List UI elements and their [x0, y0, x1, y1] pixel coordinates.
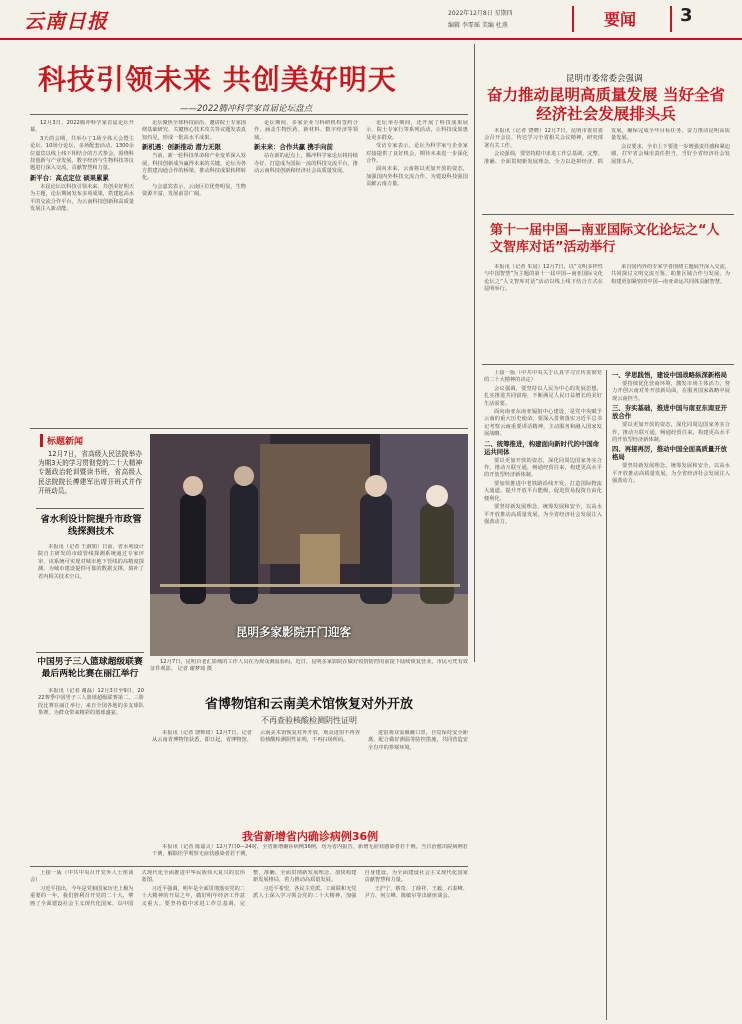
page-number: 3: [680, 5, 693, 26]
bottom-article: [30, 870, 468, 1020]
basketball-headline: 中国男子三人篮球超级联赛最后两轮比赛在丽江举行: [37, 657, 143, 679]
museum-subtitle: 不再查验核酸检测阴性证明: [261, 716, 357, 725]
covid-body: [152, 844, 468, 864]
kicker: 昆明市委常委会强调: [566, 74, 643, 84]
bottom-para: 习近平强调，明年是全面贯彻落实党的二十大精神的开局之年，做好明年经济工作意义重大。要坚持稳中求进工作总基调，完整、准确、全面贯彻新发展理念，加快构建新发展格局，着力推动高质量发展。: [141, 870, 357, 907]
lead-para: 论坛举办期间，还开展了科技成果展示、院士专家行等系列活动，让科技成果惠及更多群众。: [366, 120, 468, 141]
notice-text: 12月7日，省高级人民法院举办为期3天的学习贯彻党的二十大精神专题政治轮训暨读书班，省高级人民法院院长傅建军出席开班式并作开班动员。: [38, 450, 142, 495]
photo-illustration: [150, 434, 468, 656]
water-para: 本报讯（记者 王淑娟）日前，省水利设计院自主研发的市政管线探测系统通过专家评审，该系统可实现对城市地下管线的高精度探测，为城市建设提供可靠的数据支撑，填补了省内相关技术空白。: [38, 544, 144, 580]
masthead: [0, 0, 742, 44]
lead-para: 受访专家表示，论坛为科学家与企业家对接提供了良好机会，期待未来进一步深化合作。: [366, 143, 468, 165]
right-lower-para: 要坚持新发展理念，统筹发展和安全，以高水平开放推动高质量发展，为全省经济社会发展注入强劲动力。: [484, 504, 602, 525]
section-divider-2: [670, 6, 672, 32]
right-lower-col-1: [484, 370, 602, 1020]
basketball-body: [38, 688, 144, 860]
lead-subhead: 新机遇：创新推动 潜力无限: [142, 143, 221, 152]
covid-headline: 我省新增省内确诊病例36例: [241, 830, 379, 843]
lead-subhead: 新未来：合作共赢 携手向前: [254, 143, 333, 152]
bottom-para: 习近平希望，各民主党派、工商联和无党派人士深入学习领会党的二十大精神，加强自身建设，为全面建设社会主义现代化国家贡献智慧和力量。: [253, 870, 468, 900]
right-headline: 奋力推动昆明高质量发展 当好全省经济社会发展排头兵: [487, 86, 725, 123]
photo-caption-box: [150, 659, 468, 689]
bottom-para: 习近平指出，今年是党和国家历史上极为重要的一年。我们胜利召开党的二十大，擘画了全面建设社会主义现代化国家、以中国式现代化全面推进中华民族伟大复兴的宏伟蓝图。: [30, 870, 245, 907]
notice-body: [38, 450, 142, 502]
lead-headline: 科技引领未来 共创美好明天: [38, 63, 397, 96]
lead-para: 站在新的起点上，腾冲科学家论坛将持续办好，打造成为国际一流的科技交流平台，推动云南科技创新和经济社会高质量发展。: [254, 153, 358, 175]
lead-para: 论坛聚焦全球科技前沿，邀请院士专家围绕基础研究、关键核心技术攻关等议题发表真知灼见，形成一批高水平成果。: [142, 120, 246, 141]
lead-para: 面向未来，云南将以更加开放的姿态，加强国内外科技交流合作，为建设科技强国贡献云南力量。: [366, 166, 468, 188]
forum-para: 本报讯（记者 朱晨）12月7日，以“文明多样性与中国智慧”为主题的第十一届中国—南亚国际文化论坛之“人文智库对话”活动以线上线下结合方式在昆明举行。: [484, 264, 603, 293]
right-lower-para: 要以更加开放的姿态，深化同周边国家务实合作，推动互联互通，畅通经贸往来，构建更高水平的开放型经济新体制。: [612, 422, 730, 444]
forum-para: 来自国内外的专家学者围绕主题展开深入交流，共同探讨文明交流互鉴，助推区域合作与发展，为构建更加紧密的中国—南亚命运共同体贡献智慧。: [611, 264, 730, 285]
museum-para: 本报讯（记者 饶帅琦）12月7日，记者从云南省博物馆获悉，即日起，省博物馆、云南美术馆恢复对外开放，观众进馆不再查验核酸检测阴性证明，不再扫场所码。: [152, 730, 360, 744]
newspaper-logo: 云南日报: [24, 9, 108, 33]
right-top-para: 会议强调，要坚持稳中求进工作总基调，完整、准确、全面贯彻新发展理念，全力以赴拼经济、抓发展，确保完成全年目标任务，奋力推动昆明高质量发展。: [484, 128, 730, 165]
section-name: 要闻: [604, 10, 637, 29]
right-lower-para: 要持续优化营商环境，激发市场主体活力，努力开创云南对外开放新局面，在服务国家战略中展现云南担当。: [612, 381, 730, 402]
lead-para: 3天的会期，共举办了1场全体大会暨主论坛、10场分论坛，多场配套活动。1300余位嘉宾以线上线下相结合的方式参会。围绕科技创新与产业发展、数字经济与生物科技等议题进行深入交流，贡献智慧和力量。: [30, 135, 134, 172]
rule: [36, 508, 144, 509]
section-divider: [572, 6, 574, 32]
right-top-para: 本报讯（记者 饶晓）12月7日，昆明市委常委会召开会议，传达学习全省相关会议精神，研究部署有关工作。: [484, 128, 603, 149]
issue-date: 2022年12月8日 星期四: [448, 10, 513, 17]
masthead-rule: [0, 38, 742, 40]
rule: [482, 364, 734, 365]
covid-para: 本报讯（记者 陈嘉灵）12月7日0—24时，全省新增确诊病例36例，均为省内报告，新增无症状感染者若干例。当日治愈出院病例若干例，解除医学观察无症状感染者若干例。: [152, 844, 468, 858]
lead-para: 当前，新一轮科技革命和产业变革深入发展，科技创新成为赢得未来的关键。论坛为各方搭建沟通合作的桥梁，推动科技成果转移转化。: [142, 153, 246, 182]
lead-column-4: [366, 120, 468, 425]
right-lower-subhead: 三、夯实基础，推进中国与南亚东南亚开放合作: [612, 404, 728, 421]
right-top-body: [484, 128, 730, 210]
lead-column-2: [142, 120, 246, 425]
right-lower-subhead: 二、统筹推进，构建面向新时代的中国命运共同体: [484, 439, 600, 456]
lead-para: 本届论坛以科技引领未来、共创美好明天为主题，论坛期间发布多项成果，搭建起高水平的交流合作平台，为云南科技创新和高质量发展注入新动能。: [30, 183, 134, 213]
rule: [36, 652, 144, 653]
lead-subhead: 新平台：高点定位 硕果累累: [30, 173, 109, 182]
photo-overlay-caption: 昆明多家影院开门迎客: [236, 625, 351, 639]
lead-column-3: [254, 120, 358, 425]
museum-headline: 省博物馆和云南美术馆恢复对外开放: [204, 697, 413, 712]
basketball-para: 本报讯（记者 谢磊）12月3日至9日，2022赛季中国男子三人篮球超级联赛第二、三阶段比赛在丽江举行，来自全国各地的多支球队参赛，为群众带来精彩的篮球盛宴。: [38, 688, 144, 717]
bottom-para: 王沪宁、蔡奇、丁薛祥、王毅、石泰峰、尹力、何立峰、陈敏尔等出席座谈会。: [364, 885, 468, 900]
lead-para: 12月3日，2022腾冲科学家首届论坛开幕。: [30, 120, 134, 134]
forum-body: [484, 264, 730, 360]
right-lower-subhead: 四、再接再厉，推动中国全面高质量开放格局: [612, 445, 728, 462]
notice-label: 标题新闻: [40, 434, 83, 447]
lead-para: 论坛期间，多家企业与科研机构签约合作，涵盖生物医药、新材料、数字经济等领域。: [254, 120, 358, 141]
lead-rule: [30, 114, 468, 115]
water-body: [38, 544, 144, 648]
rule: [30, 428, 468, 429]
forum-headline: 第十一届中国—南亚国际文化论坛之“人文智库对话”活动举行: [490, 223, 720, 255]
bottom-para: 上接一版（中共中央召开党外人士座谈会）: [30, 870, 134, 884]
lead-para: 与会嘉宾表示，云南区位优势明显，生物资源丰富，发展前景广阔。: [142, 183, 246, 198]
column-rule: [606, 370, 607, 1020]
right-lower-para: 要加快推进中老铁路沿线开发，打造国际物流大通道，提升开放平台能级，促进贸易投资自由化便利化。: [484, 480, 602, 502]
water-headline: 省水利设计院提升市政管线探测技术: [40, 514, 142, 537]
museum-body: [152, 730, 468, 824]
photo-credit: 记者 谢梦琦 摄: [177, 666, 213, 673]
right-lower-para: 要坚持新发展理念，统筹发展和安全，以高水平开放推动高质量发展，为全省经济社会发展注入强劲动力。: [612, 463, 730, 485]
vertical-rule: [474, 44, 475, 662]
right-lower-para: 会议强调，要坚持以人民为中心的发展思想，扎实推进共同富裕，不断满足人民日益增长的美好生活需要。: [484, 385, 602, 407]
right-lower-para: 上接一版（中共中央关于认真学习宣传贯彻党的二十大精神的决定）: [484, 370, 602, 384]
editors-credit: 编辑 李霏瑶 美编 杜燕: [448, 22, 508, 29]
right-lower-para: 要以更加开放的姿态，深化同周边国家务实合作，推动互联互通，畅通经贸往来，构建更高水平的开放型经济新体制。: [484, 457, 602, 479]
photo-caption-text: 12月7日，昆明百老汇影城的工作人员在为观众测温验码。近日，昆明多家影院在做好疫情防控的前提下陆续恢复营业，市民可凭有效证件观影。: [150, 659, 468, 673]
rule: [482, 214, 734, 215]
right-lower-col-2: [612, 370, 730, 1020]
lead-subtitle: ——2022腾冲科学家首届论坛盘点: [180, 104, 313, 114]
right-lower-para: 面向南亚东南亚辐射中心建设，是党中央赋予云南的重大历史使命。要深入贯彻落实习近平总书记考察云南重要讲话精神，主动服务和融入国家发展战略。: [484, 409, 602, 438]
museum-para: 进馆观众需佩戴口罩，自觉保持安全距离，配合做好测温等防控措施，共同营造安全有序的参观环境。: [368, 730, 468, 751]
cinema-photo: [150, 434, 468, 656]
photo-caption: [150, 659, 468, 674]
lead-column-1: [30, 120, 134, 425]
right-top-para: 会议要求，全市上下要进一步增强责任感和紧迫感，扛牢省会城市责任担当，当好全省经济社会发展排头兵。: [611, 143, 730, 165]
rule: [30, 866, 468, 867]
right-lower-subhead: 一、学思践悟，建设中国战略纵深新格局: [612, 371, 728, 379]
